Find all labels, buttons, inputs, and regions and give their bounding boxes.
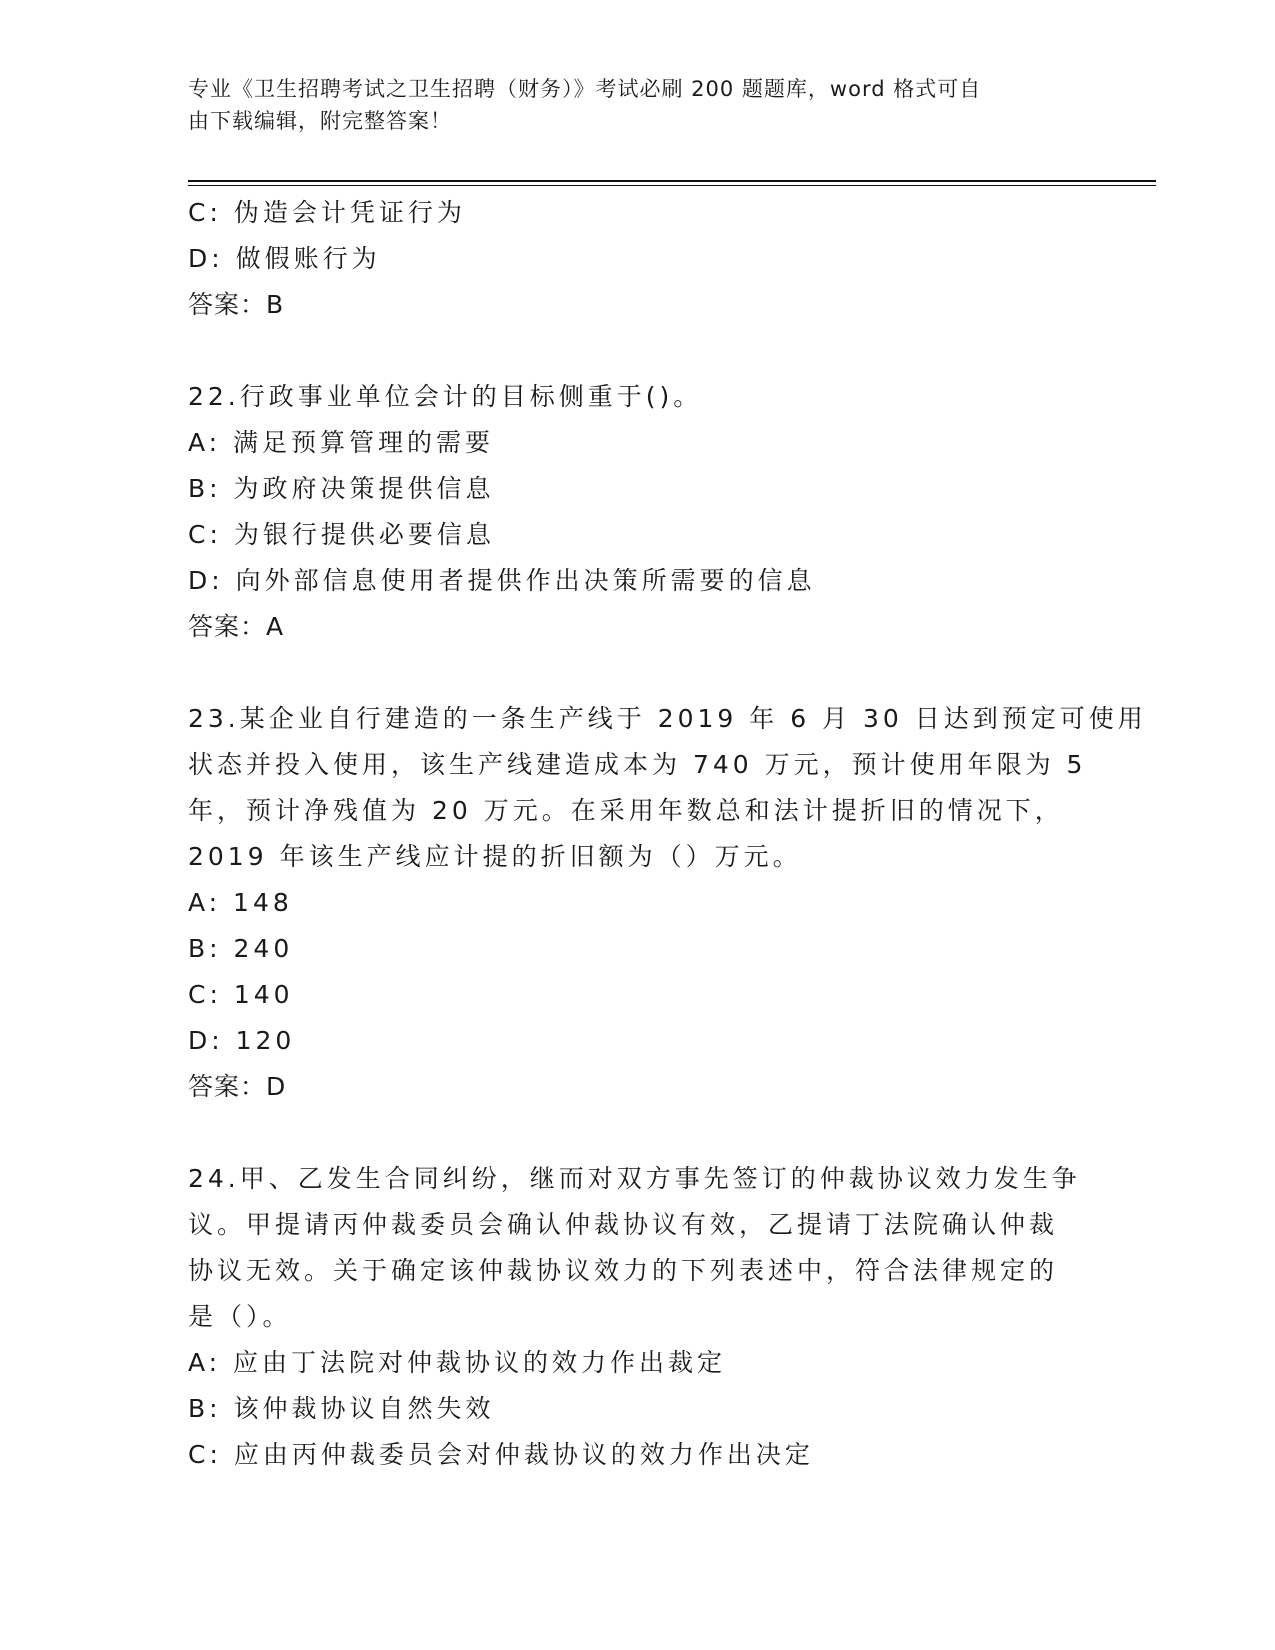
answer: 答案：B bbox=[188, 290, 285, 319]
option-b: B: 为政府决策提供信息 bbox=[188, 474, 495, 503]
question-stem: 22.行政事业单位会计的目标侧重于()。 bbox=[188, 382, 703, 411]
question-list bbox=[188, 190, 1147, 1478]
option-c: C: 应由丙仲裁委员会对仲裁协议的效力作出决定 bbox=[188, 1440, 814, 1469]
spacer bbox=[188, 328, 1088, 374]
option-a: A: 应由丁法院对仲裁协议的效力作出裁定 bbox=[188, 1348, 727, 1377]
option-d: D: 120 bbox=[188, 1026, 296, 1055]
option-c: C: 伪造会计凭证行为 bbox=[188, 198, 466, 227]
header-rule-thick bbox=[188, 180, 1156, 182]
question-stem-line: 议。甲提请丙仲裁委员会确认仲裁协议有效，乙提请丁法院确认仲裁 bbox=[188, 1210, 1059, 1239]
option-b: B: 240 bbox=[188, 934, 294, 963]
option-a: A: 满足预算管理的需要 bbox=[188, 428, 495, 457]
question-23 bbox=[188, 696, 1147, 1110]
option-b: B: 该仲裁协议自然失效 bbox=[188, 1394, 495, 1423]
question-24 bbox=[188, 1156, 1088, 1478]
header-rule-thin bbox=[188, 185, 1156, 186]
answer: 答案：D bbox=[188, 1072, 287, 1101]
question-stem-line: 23.某企业自行建造的一条生产线于 2019 年 6 月 30 日达到预定可使用 bbox=[188, 704, 1147, 733]
question-stem-line: 年，预计净残值为 20 万元。在采用年数总和法计提折旧的情况下， bbox=[188, 796, 1064, 825]
option-c: C: 为银行提供必要信息 bbox=[188, 520, 495, 549]
question-22 bbox=[188, 374, 1088, 650]
option-d: D: 向外部信息使用者提供作出决策所需要的信息 bbox=[188, 566, 816, 595]
question-stem-line: 24.甲、乙发生合同纠纷，继而对双方事先签订的仲裁协议效力发生争 bbox=[188, 1164, 1081, 1193]
question-21 bbox=[188, 190, 1088, 328]
question-stem-line: 状态并投入使用，该生产线建造成本为 740 万元，预计使用年限为 5 bbox=[188, 750, 1087, 779]
spacer bbox=[188, 1110, 1088, 1156]
option-a: A: 148 bbox=[188, 888, 293, 917]
header-line-2: 由下载编辑，附完整答案！ bbox=[188, 109, 452, 133]
answer: 答案：A bbox=[188, 612, 285, 641]
option-c: C: 140 bbox=[188, 980, 294, 1009]
header-line-1: 专业《卫生招聘考试之卫生招聘（财务）》考试必刷 200 题题库，word 格式可自 bbox=[188, 77, 982, 101]
document-header bbox=[188, 73, 1088, 137]
spacer bbox=[188, 650, 1088, 696]
option-d: D: 做假账行为 bbox=[188, 244, 381, 273]
question-stem-line: 协议无效。关于确定该仲裁协议效力的下列表述中，符合法律规定的 bbox=[188, 1256, 1059, 1285]
question-stem-line: 是（）。 bbox=[188, 1302, 292, 1331]
question-stem-line: 2019 年该生产线应计提的折旧额为（）万元。 bbox=[188, 842, 802, 871]
